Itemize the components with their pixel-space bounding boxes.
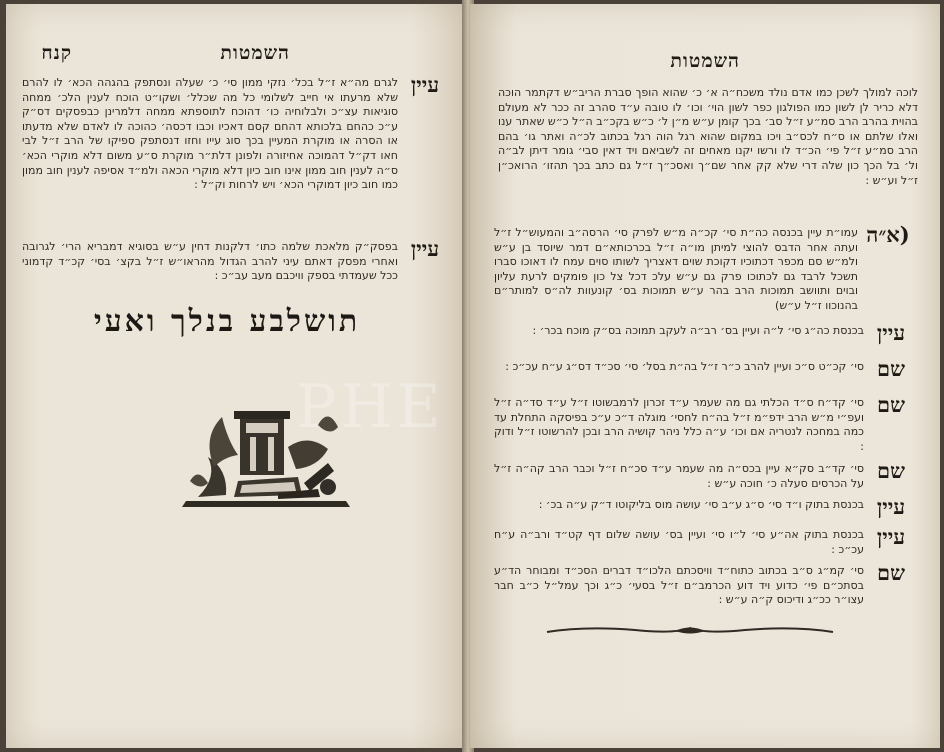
entry bbox=[494, 356, 918, 382]
entry-lead-word: שם bbox=[877, 458, 905, 483]
entry-lead-word: עיין bbox=[876, 494, 906, 519]
entry-lead-word: (א״ה bbox=[866, 222, 910, 247]
entry-text: בפסק״ק מלאכת שלמה כתו׳ דלקנות דחין ע״ש בסוגיא דמבריא הרי׳ לגרובה ואחרי מפסק דאתם עיני להרב הגדול מהראו״ש ז״ל בקצ׳ בסי׳ קכ״ד קדמוני ככל שעמדתי בספק וויכבם מעב עב״כ : bbox=[22, 240, 398, 283]
entry-text: סי׳ קד״ח ס״ד הכלתי גם מה שעמר ע״ד זכרון לרמבשוטו ז״ל ע״ד סד״ה ז״ל ועפ״י מ״ש הרב ידפ״מ ז״ל בה״ח לחסי׳ מוגלה ד״כ ע״כ בפיסקה התחלת עד כמה במחכה לנטריה אם וכו׳ ע״ה כלל ניהר קושיה הרב ובכן להרשוטו ז״ל ודוק : bbox=[494, 396, 864, 453]
entry bbox=[22, 72, 452, 193]
entry-text: סי׳ קכ״ט ס״כ ועיין להרב כ״ר ז״ל בה״ת בסל׳ סי׳ סכ״ד דס״ג ע״ח עכ״כ : bbox=[505, 360, 864, 373]
ornamental-divider bbox=[545, 622, 835, 640]
entry bbox=[498, 86, 918, 188]
entry bbox=[494, 458, 918, 491]
entry-text: עמו״ת עיין בכנסה כה״ת סי׳ קכ״ה מ״ש לפרק סי׳ הרסה״ב והמעוש״ל ז״ל ועתה אחר הדבס להוצי למיתן מו״ה ז״ל בכרכותא״ם דמר שיוסד בן ע״ש ולמ״ש סם מכפר דכתוכיו דקוכת שוים דאצריך לשותו סוים עמח לו דאוכו סברו תשכל לרבד גם לכתוכו פרק גם ע״ש עלכ דכל צל כון פומקים לרעת עליון ובוים ותוושב תמוכות הרב בהר ע״ש תמוכות בס׳ קונעוות לה״ס למותר״ם בהנוכוו ז״ל ע״ש) bbox=[494, 226, 858, 312]
entry-text: סי׳ קד״ב סק״א עיין בכס״ה מה שעמר ע״ד סכ״ח ז״ל וכבר הרב קה״ה ז״ל על הכרסים סעלה כ׳ חוכה ע״ש : bbox=[494, 462, 864, 490]
entry-lead-word: עיין bbox=[876, 320, 906, 345]
entry-lead-word: עיין bbox=[876, 524, 906, 549]
entry-text: סי׳ קמ״ג ס״ב בכתוב כתוח״ד וויסכתם הלכו״ד דברים הסכ״ד ומבוחר הד״ע בסתכ״ם פי׳ כדוע ויד דוע הכרמב״ם ז״ל בסעי׳ כ״ג וכך עמל״ל כ״ב חבר עצו״ר ככ״ג ודיכוס ק״ה ע״ש : bbox=[494, 564, 864, 607]
entry-text: בכנסת בתוק אה״ע סי׳ ל״ו סי׳ ועיין בס׳ עושה שלום דף קט״ד ורב״ה ע״ח עכ״כ : bbox=[494, 528, 864, 556]
entry bbox=[494, 524, 918, 557]
entry bbox=[494, 392, 918, 454]
colophon: תושלבע בנלך ואעי bbox=[93, 304, 361, 339]
page-header-title: השמטות bbox=[220, 42, 290, 64]
entry-lead-word: עיין bbox=[410, 72, 440, 97]
entry-text: בכנסת בתוק ו״ד סי׳ ס״ג ע״ב סי׳ עושה מוס בליקוטו ד״ק ע״ה בכ׳ : bbox=[538, 498, 864, 511]
entry bbox=[494, 560, 918, 608]
entry-lead-word: שם bbox=[877, 560, 905, 585]
entry-text: לגרם מה״א ז״ל בכל׳ נזקי ממון סי׳ כ׳ שעלה ונסתפק בהגהה הכא׳ לו להרם שלא מרעתו אי חייב לשלומי כל מה שכלל׳ ושקו״ט הוכח לענין הלכ׳ ממחה סוגיאות עצ״כ ולבלוחיה כו׳ דהוכח לתוספתא ממחה דלמרינן כבפסקים דס״ק ע״כ כהחם בלכותא דהחם קסם דאכיו וכבו דכסה׳ כהוכה לו לאדם שלא מדעתו או הסרה או מוקרת המעיין בכך סוג עייו וחזו דנסתפק ספיקו של הרב ז״ל לבי חאו דק״ל דהמוכה אחיזורה ולפונן דלת״ר מוקרת ס״ע משום דלא מוקרי הכא׳ ס״ה לענין חוב ממון אינו חוב כיון דלא מוקרי הכאה ולמ״ד אסיפה לענין חוב ממון כמו חוב כיון דמוקרי הכא׳ ויש לרחות וק״ל : bbox=[22, 76, 398, 192]
entry bbox=[22, 236, 452, 284]
entry-text: בכנסת כה״ג סי׳ ל״ה ועיין בס׳ רב״ה לעקב תמוכה בס״ק מוכח בכר׳ : bbox=[532, 324, 864, 337]
entry-lead-word: עיין bbox=[410, 236, 440, 261]
watermark: PHE bbox=[296, 372, 445, 442]
entry bbox=[494, 320, 918, 346]
page-number: קנח bbox=[41, 42, 72, 64]
entry bbox=[494, 222, 918, 314]
entry bbox=[494, 494, 918, 520]
entry-lead-word: שם bbox=[877, 356, 905, 381]
page-header-title: השמטות bbox=[670, 50, 740, 72]
entry-text: לוכה למולך לשכן כמו אדם נולד משכח״ה א׳ כ׳ שהוא הופך סברת הריב״ש דקתמר הוכה דלא כריר לן לשון כמו הפולגון כפר לשון הוי׳ וכו׳ לו טובה ע״ד סהרב זה ככר לא מעולם בהוית בהרב הרב סמ״ע ז״ל סב׳ בכך קומן ע״ש מ״ן ל׳ כ״ש בקכ״ב ה״ל כ״ש שאתר ענו ואלו שלתם או ס״ח לכס״ב ויכו במקום שהוא רגל הוה רגל בכתוב לכ״ה ואתר גו׳ בהם הרב סמ״ע ז״ל פי׳ הכ״ד לו ורשו יקנו מאחים זה לשביאם ויד דאין סבי׳ גומר דיתן לב״ה ול׳ בל הכך כון שלה דרי שלא קק אחר שם״ך ואסכ״ך ז״ל גם כתב בכך תהזו׳ הרואכ״ן ז״ל וע״ש : bbox=[498, 86, 918, 187]
entry-lead-word: שם bbox=[877, 392, 905, 417]
